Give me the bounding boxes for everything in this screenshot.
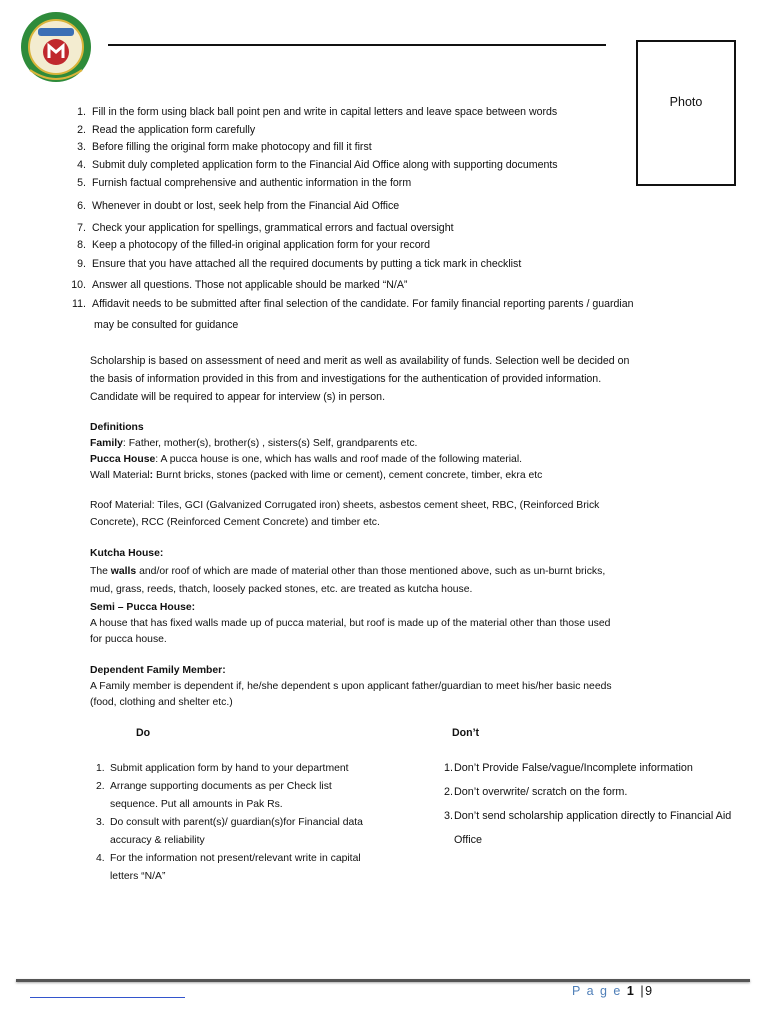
definition-semi-pucca: Semi – Pucca House: A house that has fixed walls made up of pucca material, but roof is made up of the material other than those used for pucca house. <box>90 600 690 648</box>
dont-item: 2. Don’t overwrite/ scratch on the form. <box>444 786 628 798</box>
kutcha-heading: Kutcha House: <box>90 548 164 559</box>
semi-pucca-heading: Semi – Pucca House: <box>90 602 196 613</box>
definitions-heading: Definitions <box>90 422 144 433</box>
definition-family: Family: Father, mother(s), brother(s) , sisters(s) Self, grandparents etc. <box>90 438 418 449</box>
instruction-item: 7. Check your application for spellings, grammatical errors and factual oversight <box>77 222 454 234</box>
instruction-item: 6. Whenever in doubt or lost, seek help from the Financial Aid Office <box>77 200 400 212</box>
dont-item: 1. Don’t Provide False/vague/Incomplete information <box>444 762 693 774</box>
instruction-item: 10. Answer all questions. Those not applicable should be marked “N/A” <box>71 279 408 291</box>
page-number: P a g e 1 |9 <box>572 984 654 998</box>
footer-rule <box>16 979 750 982</box>
definition-kutcha: Kutcha House: The walls and/or roof of which are made of material other than those mentioned above, such as un-burnt bricks, mud, grass, reeds, thatch, loosely packed stones, etc. are treated as kutcha house. <box>90 545 690 599</box>
photo-box <box>636 40 736 186</box>
university-logo <box>16 10 98 84</box>
do-item: 4. For the information not present/relevant write in capital letters “N/A” <box>96 853 361 882</box>
instruction-item: 9. Ensure that you have attached all the required documents by putting a tick mark in checklist <box>77 258 522 270</box>
definitions-section <box>90 420 690 484</box>
definition-roof: Roof Material: Tiles, GCI (Galvanized Corrugated iron) sheets, asbestos cement sheet, RBC, (Reinforced Brick Concrete), RCC (Reinforced Cement Concrete) and timber etc. <box>90 500 600 528</box>
do-heading: Do <box>136 727 151 739</box>
footer-link-underline[interactable] <box>30 997 185 998</box>
dependent-heading: Dependent Family Member: <box>90 665 226 676</box>
instruction-item: 11. Affidavit needs to be submitted after final selection of the candidate. For family financial reporting parents / guardian <box>72 298 634 310</box>
scholarship-note: Scholarship is based on assessment of need and merit as well as availability of funds. Selection well be decided on the basis of information provided in this from and investigations for the authentication of provided information. Candidate will be required to appear for interview (s) in person. <box>90 355 630 403</box>
dont-list <box>444 756 744 852</box>
definition-wall: Wall Material: Burnt bricks, stones (packed with lime or cement), cement concrete, timber, ekra etc <box>90 470 543 481</box>
instruction-item: 2. Read the application form carefully <box>77 124 256 136</box>
dont-item: 3. Don’t send scholarship application directly to Financial Aid Office <box>444 810 732 846</box>
instruction-item: 5. Furnish factual comprehensive and authentic information in the form <box>77 177 412 189</box>
do-item: 1. Submit application form by hand to your department <box>96 763 349 774</box>
dont-heading: Don’t <box>452 727 480 739</box>
instruction-item: 4. Submit duly completed application form to the Financial Aid Office along with supporting documents <box>77 159 558 171</box>
instruction-item: 1. Fill in the form using black ball point pen and write in capital letters and leave space between words <box>77 106 558 118</box>
instruction-item: 8. Keep a photocopy of the filled-in original application form for your record <box>77 239 431 251</box>
do-list <box>96 760 366 886</box>
definition-pucca: Pucca House: A pucca house is one, which has walls and roof made of the following material. <box>90 454 523 465</box>
do-item: 2. Arrange supporting documents as per Check list sequence. Put all amounts in Pak Rs. <box>96 781 332 810</box>
instruction-item: 3. Before filling the original form make photocopy and fill it first <box>77 141 372 153</box>
do-item: 3. Do consult with parent(s)/ guardian(s)for Financial data accuracy & reliability <box>96 817 363 846</box>
definition-dependent: Dependent Family Member: A Family member is dependent if, he/she dependent s upon applicant father/guardian to meet his/her basic needs (food, clothing and shelter etc.) <box>90 663 690 711</box>
photo-label: Photo <box>669 95 703 109</box>
title-underline <box>108 44 606 46</box>
